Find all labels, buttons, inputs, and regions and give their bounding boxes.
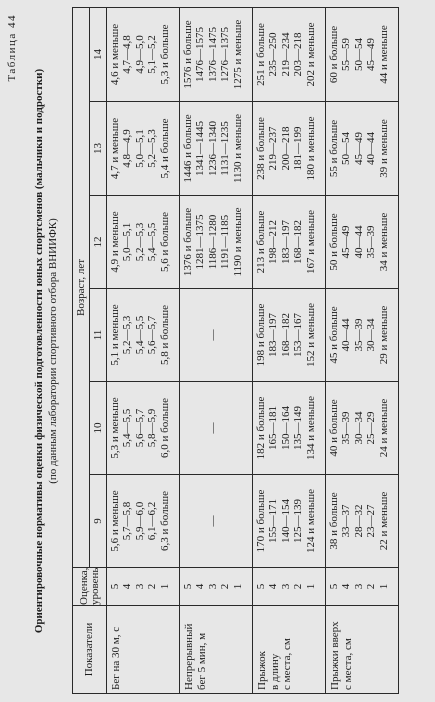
norm-value: 1190 и меньше [231, 207, 244, 277]
norm-value: 5,9—6,0 [133, 501, 146, 541]
norm-value: 5,4—5,5 [146, 222, 159, 262]
norm-value: 198—212 [267, 220, 280, 264]
score-value: 1 [231, 583, 244, 590]
norm-value: 6,3 и больше [158, 491, 171, 551]
score-value: 2 [292, 583, 305, 590]
indicator-cell [180, 606, 253, 694]
norm-value: 24 и меньше [377, 398, 390, 458]
norm-value: 167 и меньше [304, 210, 317, 274]
norm-value: 45—49 [340, 225, 353, 259]
norm-cell [253, 102, 326, 196]
norm-value: 28—32 [352, 504, 365, 538]
norm-value: 34 и меньше [377, 212, 390, 272]
score-cell [107, 568, 180, 606]
score-value: 1 [377, 583, 390, 590]
norm-cell [107, 102, 180, 196]
norm-value: 219—237 [267, 126, 280, 171]
score-value: 5 [109, 583, 121, 590]
table-row [253, 7, 326, 693]
norm-value [183, 289, 195, 381]
norm-value: 235—250 [267, 32, 280, 77]
norm-value: 1376 и больше [182, 207, 194, 277]
norm-value: 40—44 [352, 225, 365, 259]
norm-cell [180, 382, 253, 475]
norm-value: 35—39 [352, 318, 365, 352]
score-value: 5 [182, 583, 194, 590]
norm-value: 5,4—5,5 [133, 315, 146, 355]
table-row [326, 7, 399, 693]
norm-value: 140—154 [279, 499, 292, 543]
norm-value: 33—37 [340, 504, 353, 538]
norm-value: 5,4—5,5 [121, 408, 134, 448]
norm-value: 1275 и меньше [231, 19, 244, 90]
norm-value: 30—34 [352, 411, 365, 445]
indicator-cell [326, 606, 399, 694]
header-age-group: Возраст, лет [73, 7, 90, 567]
score-value: 4 [340, 583, 353, 590]
header-score: Оценка, уровень [73, 568, 107, 606]
norm-value: 38 и больше [328, 492, 340, 550]
norm-value: 219—234 [279, 32, 292, 77]
norm-cell [107, 475, 180, 568]
norm-value: 213 и больше [255, 210, 267, 274]
score-value: 4 [121, 583, 134, 590]
norm-value: 29 и меньше [377, 305, 390, 365]
norm-value: 182 и больше [255, 396, 267, 460]
norm-value: 1236—1340 [206, 121, 219, 176]
norm-value: 25—29 [365, 411, 378, 445]
norm-value: 5,2—5,3 [133, 222, 146, 262]
norm-cell [326, 102, 399, 196]
norm-value: 22 и меньше [377, 491, 390, 551]
norm-value: — [206, 515, 219, 527]
norm-cell [180, 289, 253, 382]
norm-value: 124 и меньше [304, 489, 317, 553]
indicator-cell [107, 606, 180, 694]
norm-cell [253, 7, 326, 101]
norm-value: 5,6—5,7 [146, 315, 159, 355]
norm-value: 200—218 [279, 126, 292, 171]
table-body [107, 7, 399, 693]
norm-value: 39 и меньше [377, 119, 390, 178]
norm-value: 1276—1375 [219, 26, 232, 82]
norm-value: 1131—1235 [219, 121, 232, 176]
norm-value: 168—182 [279, 313, 292, 357]
norm-value: 203—218 [292, 32, 305, 77]
norm-value: — [206, 422, 219, 434]
norm-value: 5,1 и меньше [109, 304, 121, 366]
header-age: 10 [90, 382, 107, 475]
norm-cell [326, 382, 399, 475]
score-value: 3 [206, 583, 219, 590]
norm-value: 5,6—5,7 [133, 408, 146, 448]
norm-value [183, 475, 195, 567]
norm-cell [107, 7, 180, 101]
norm-value: 5,6 и больше [158, 212, 171, 272]
norm-value: 1130 и меньше [231, 113, 244, 184]
norm-value: 165—181 [267, 406, 280, 450]
norm-value: 4,8—4,9 [121, 129, 134, 168]
norm-value: 5,4 и больше [158, 118, 171, 179]
norm-value: 50—54 [352, 37, 365, 71]
indicator-label: Непрерывный [183, 623, 195, 690]
header-age: 13 [90, 102, 107, 196]
norm-value: 40 и больше [328, 399, 340, 457]
norm-value: 5,0—5,1 [121, 222, 134, 262]
norm-value: 4,6 и меньше [109, 23, 121, 86]
table-row [180, 7, 253, 693]
norm-value: 125—139 [292, 499, 305, 543]
norm-value: 40—44 [365, 132, 378, 165]
norm-cell [253, 382, 326, 475]
header-age: 9 [90, 475, 107, 568]
norm-value: — [206, 329, 219, 341]
norm-value: 150—164 [279, 406, 292, 450]
norm-value [195, 382, 207, 474]
score-value: 3 [352, 583, 365, 590]
norm-value: 35—39 [340, 411, 353, 445]
norm-value: 4,9 и меньше [109, 211, 121, 273]
score-value: 1 [158, 583, 171, 590]
norm-value: 202 и меньше [304, 22, 317, 87]
norm-value: 50 и больше [328, 213, 340, 271]
score-value: 4 [194, 583, 207, 590]
norm-value: 50—54 [340, 132, 353, 165]
norm-value: 183—197 [267, 313, 280, 357]
norm-value: 5,6 и меньше [109, 490, 121, 552]
norm-value: 6,1—6,2 [146, 501, 159, 541]
indicator-label: с места, см [341, 638, 354, 690]
norm-cell [253, 475, 326, 568]
norm-cell [253, 196, 326, 289]
indicator-cell [253, 606, 326, 694]
norm-value: 45—49 [365, 37, 378, 71]
score-value: 5 [255, 583, 267, 590]
norm-value: 1281—1375 [194, 214, 207, 270]
norm-value [183, 382, 195, 474]
score-value: 2 [146, 583, 159, 590]
norm-value: 5,2—5,3 [146, 129, 159, 168]
score-value: 1 [304, 583, 317, 590]
norm-value: 155—171 [267, 499, 280, 543]
norm-value [195, 289, 207, 381]
norm-value: 44 и меньше [377, 25, 390, 84]
norm-cell [326, 7, 399, 101]
norm-value: 4,9—5,0 [133, 35, 146, 74]
norm-value: 168—182 [292, 220, 305, 264]
score-value: 2 [219, 583, 232, 590]
table-row [107, 7, 180, 693]
norm-value: 60 и больше [328, 25, 340, 84]
norm-value: 45—49 [352, 132, 365, 165]
header-age: 11 [90, 289, 107, 382]
norms-table [72, 7, 399, 694]
norm-value [195, 475, 207, 567]
header-age: 14 [90, 7, 107, 101]
norm-value: 134 и меньше [304, 396, 317, 460]
norm-cell [326, 475, 399, 568]
norm-value: 1446 и больше [182, 114, 194, 183]
norm-value: 5,3 и меньше [109, 397, 121, 459]
norm-cell [253, 289, 326, 382]
score-cell [326, 568, 399, 606]
norm-value: 4,7—4,8 [121, 35, 134, 74]
norm-value: 55—59 [340, 37, 353, 71]
header-age: 12 [90, 196, 107, 289]
norm-value: 198 и больше [255, 303, 267, 367]
norm-value: 153—167 [292, 313, 305, 357]
norm-value: 1576 и больше [182, 20, 194, 89]
indicator-label: в длину [268, 653, 281, 690]
norm-value: 5,0—5,1 [133, 129, 146, 168]
norm-value: 5,1—5,2 [146, 35, 159, 74]
norm-value: 183—197 [279, 220, 292, 264]
norm-value: 5,8 и больше [158, 305, 171, 365]
score-value: 4 [267, 583, 280, 590]
norm-value: 180 и меньше [304, 116, 317, 181]
indicator-label: Бег на 30 м, с [110, 626, 122, 690]
indicator-label: Прыжки вверх [329, 621, 341, 690]
norm-value: 1341—1445 [194, 121, 207, 176]
norm-value: 1191—1185 [219, 214, 232, 270]
norm-value: 1476—1575 [194, 26, 207, 82]
indicator-label: бег 5 мин, м [195, 632, 208, 690]
indicator-label: с места, см [281, 638, 294, 690]
norm-cell [180, 196, 253, 289]
norm-value: 5,7—5,8 [121, 501, 134, 541]
norm-value: 170 и больше [255, 489, 267, 553]
norm-value: 5,8—5,9 [146, 408, 159, 448]
norm-cell [107, 196, 180, 289]
table-caption-title: Ориентировочные нормативы оценки физической подготовленности юных спортсменов (мальчики и подростки) [33, 68, 45, 634]
norm-cell [180, 7, 253, 101]
norm-cell [326, 196, 399, 289]
norm-value: 135—149 [292, 406, 305, 450]
norm-value: 1186—1280 [206, 214, 219, 270]
norm-value: 23—27 [365, 504, 378, 538]
norm-cell [107, 289, 180, 382]
header-indicator: Показатели [73, 606, 107, 694]
norm-value: 40—44 [340, 318, 353, 352]
norm-value: 181—199 [292, 126, 305, 171]
norm-value: 45 и больше [328, 306, 340, 364]
norm-value: 251 и больше [255, 23, 267, 86]
norm-cell [107, 382, 180, 475]
score-value: 2 [365, 583, 378, 590]
norm-value: 4,7 и меньше [109, 117, 121, 180]
score-value: 3 [133, 583, 146, 590]
table-caption-subtitle: (по данным лаборатории спортивного отбора ВНИИФК) [47, 218, 59, 484]
norm-cell [180, 475, 253, 568]
norm-value: 238 и больше [255, 117, 267, 180]
norm-value: 5,3 и больше [158, 24, 171, 85]
norm-value: 152 и меньше [304, 303, 317, 367]
norm-value: 6,0 и больше [158, 398, 171, 458]
norm-value: 35—39 [365, 225, 378, 259]
norm-value: 30—34 [365, 318, 378, 352]
score-cell [253, 568, 326, 606]
norm-value: 1376—1475 [206, 26, 219, 82]
norm-value: 55 и больше [328, 119, 340, 178]
score-value: 3 [279, 583, 292, 590]
norm-cell [326, 289, 399, 382]
table-label: Таблица 44 [6, 14, 18, 82]
indicator-label: Прыжок [256, 650, 268, 690]
norm-value: 5,2—5,3 [121, 315, 134, 355]
score-value: 5 [328, 583, 340, 590]
score-cell [180, 568, 253, 606]
norm-cell [180, 102, 253, 196]
